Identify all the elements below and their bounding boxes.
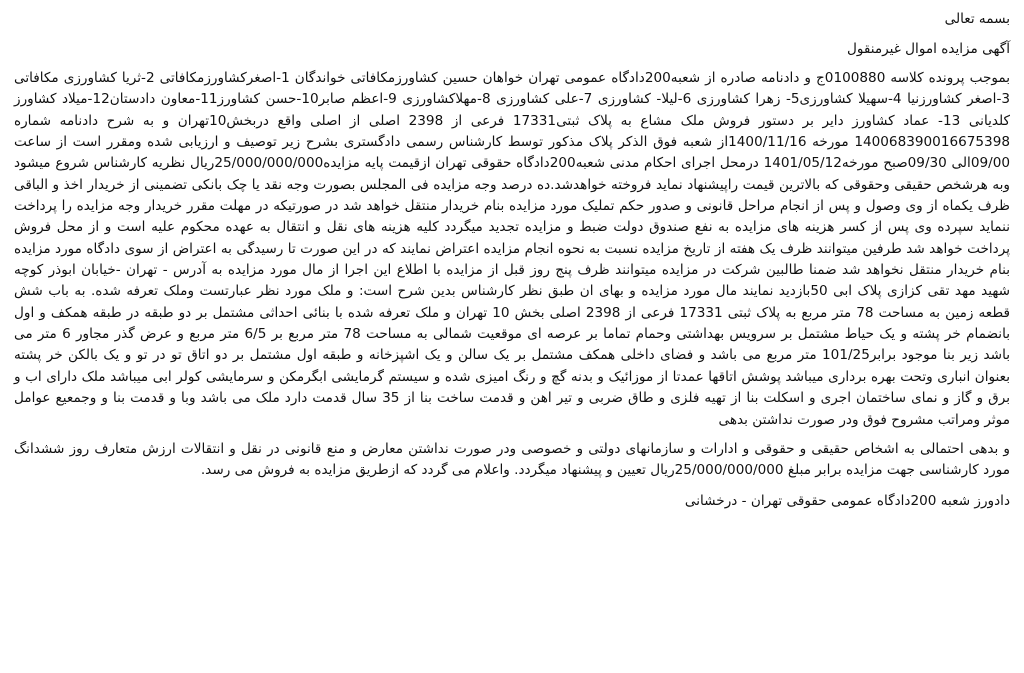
- notice-paragraph-valuation: و بدهی احتمالی به اشخاص حقیقی و حقوقی و ادارات و سازمانهای دولتی و خصوصی ودر صورت نداشتن معارض و منع قانونی در نقل و انتقالات ارزش متعارف روز ششدانگ مورد کارشناسی جهت مزایده برابر مبلغ 25/000/000/000ریال تعیین و پیشنهاد میگردد. واعلام می گردد که ازطریق مزایده به فروش می رسد.: [14, 440, 1010, 479]
- document-heading: بسمه تعالی: [944, 11, 1010, 27]
- document-signature: دادورز شعبه 200دادگاه عمومی حقوقی تهران - درخشانی: [684, 492, 1010, 509]
- notice-paragraph-main: بموجب پرونده کلاسه 0100880ج و دادنامه صادره از شعبه200دادگاه عمومی تهران خواهان حسین کشاورزمکافاتی خواندگان 1-اصغرکشاورزمکافاتی 2-ثریا کشاورزی مکافاتی 3-اصغر کشاورزنیا 4-سهیلا کشاورزی5- زهرا کشاورزی 6-لیلا- کشاورزی 7-علی کشاورزی 8-مهلاکشاورزی 9-اعظم صابر10-حسن کشاورز11-معاون دادستان12-میلاد کشاورز کلدیانی 13- عماد کشاورز دایر بر دستور فروش ملک مشاع به پلاک ثبتی17331 فرعی از 2398 اصلی از اصلی واقع دربخش10تهران و به شرح دادنامه شماره 140068390016675398 مورخه 1400/11/16از شعبه فوق الذکر پلاک مذکور توسط کارشناس رسمی دادگستری بشرح زیر توصیف و ارزیابی شده ومقرر است از ساعت 09/00الی 09/30صبح مورخه1401/05/12 درمحل اجرای احکام مدنی شعبه200دادگاه حقوقی تهران ازقیمت پایه مزایده25/000/000/000ریال نظریه کارشناس شروع میشود وبه هرشخص حقیقی وحقوقی که بالاترین قیمت راپیشنهاد نماید فروخته خواهدشد.ده درصد وجه مزایده فی المجلس بصورت وجه نقد یا چک بانکی تضمینی از خریدار اخذ و الباقی ظرف یکماه از وی وصول و پس از انجام مراحل قانونی و صدور حکم تملیک مورد مزایده بنام خریدار منتقل خواهد شد در صورتیکه در مهلت مقرر خریدار وجه مزایده را پرداخت ننماید سپرده وی پس از کسر هزینه های مزایده به نفع صندوق دولت ضبط و مزایده تجدید میگردد کلیه هزینه های نقل و انتقال به عهده محکوم علیه است و از محل فروش پرداخت خواهد شد طرفین میتوانند ظرف یک هفته از تاریخ مزایده نسبت به نحوه انجام مزایده اعتراض نمایند که در این صورت تا رسیدگی به اعتراض از سوی دادگاه مورد مزایده بنام خریدار منتقل نخواهد شد ضمنا طالبین شرکت در مزایده میتوانند ظرف پنج روز قبل از مزایده با اطلاع این اجرا از مال مورد مزایده به آدرس - تهران -خیابان ابوذر کوچه شهید مهد تقی کزازی پلاک ابی 50بازدید نمایند مال مورد مزایده و بهای ان طبق نظر کارشناس بدین شرح است: و ملک مورد نظر عبارتست وملک تعرفه شده. به باب شش قطعه زمین به مساحت 78 متر مربع به پلاک ثبتی 17331 فرعی از 2398 اصلی بخش 10 تهران و ملک تعرفه شده با بنائی احداثی مشتمل بر دو طبقه در طبقه همکف و اول بانضمام خر پشته و یک حیاط مشتمل بر سرویس بهداشتی وحمام تماما بر عرصه ای موقعیت شمالی به مساحت 78 متر مربع بر 6/5 متر مربع و عرض گذر مجاور 6 متر می باشد زیر بنا موجود برابر101/25 متر مربع می باشد و فضای داخلی همکف مشتمل بر یک سالن و یک اشپزخانه و طبقه اول مشتمل بر دو اتاق تو در تو و یک بالکن خر پشته بعنوان انباری وتحت بهره برداری میباشد پوشش اتاقها عمدتا از موزائیک و بدنه گچ و رنگ امیزی شده و سیستم گرمایشی ابگرمکن و سرمایشی کولر ابی میباشد ملک دارای اب و برق و گاز و نمای ساختمان اجری و اسکلت بنا از تهیه فلزی و طاق ضربی و تیر اهن و قدمت ساخت بنا از 35 سال قدمت دارد ملک می باشد وبا و قدمت بنا و وجمعیع عوامل موثر ومراتب مشروح فوق ودر صورت نداشتن بدهی: [14, 70, 1011, 428]
- document-title: آگهی مزایده اموال غیرمنقول: [846, 41, 1010, 57]
